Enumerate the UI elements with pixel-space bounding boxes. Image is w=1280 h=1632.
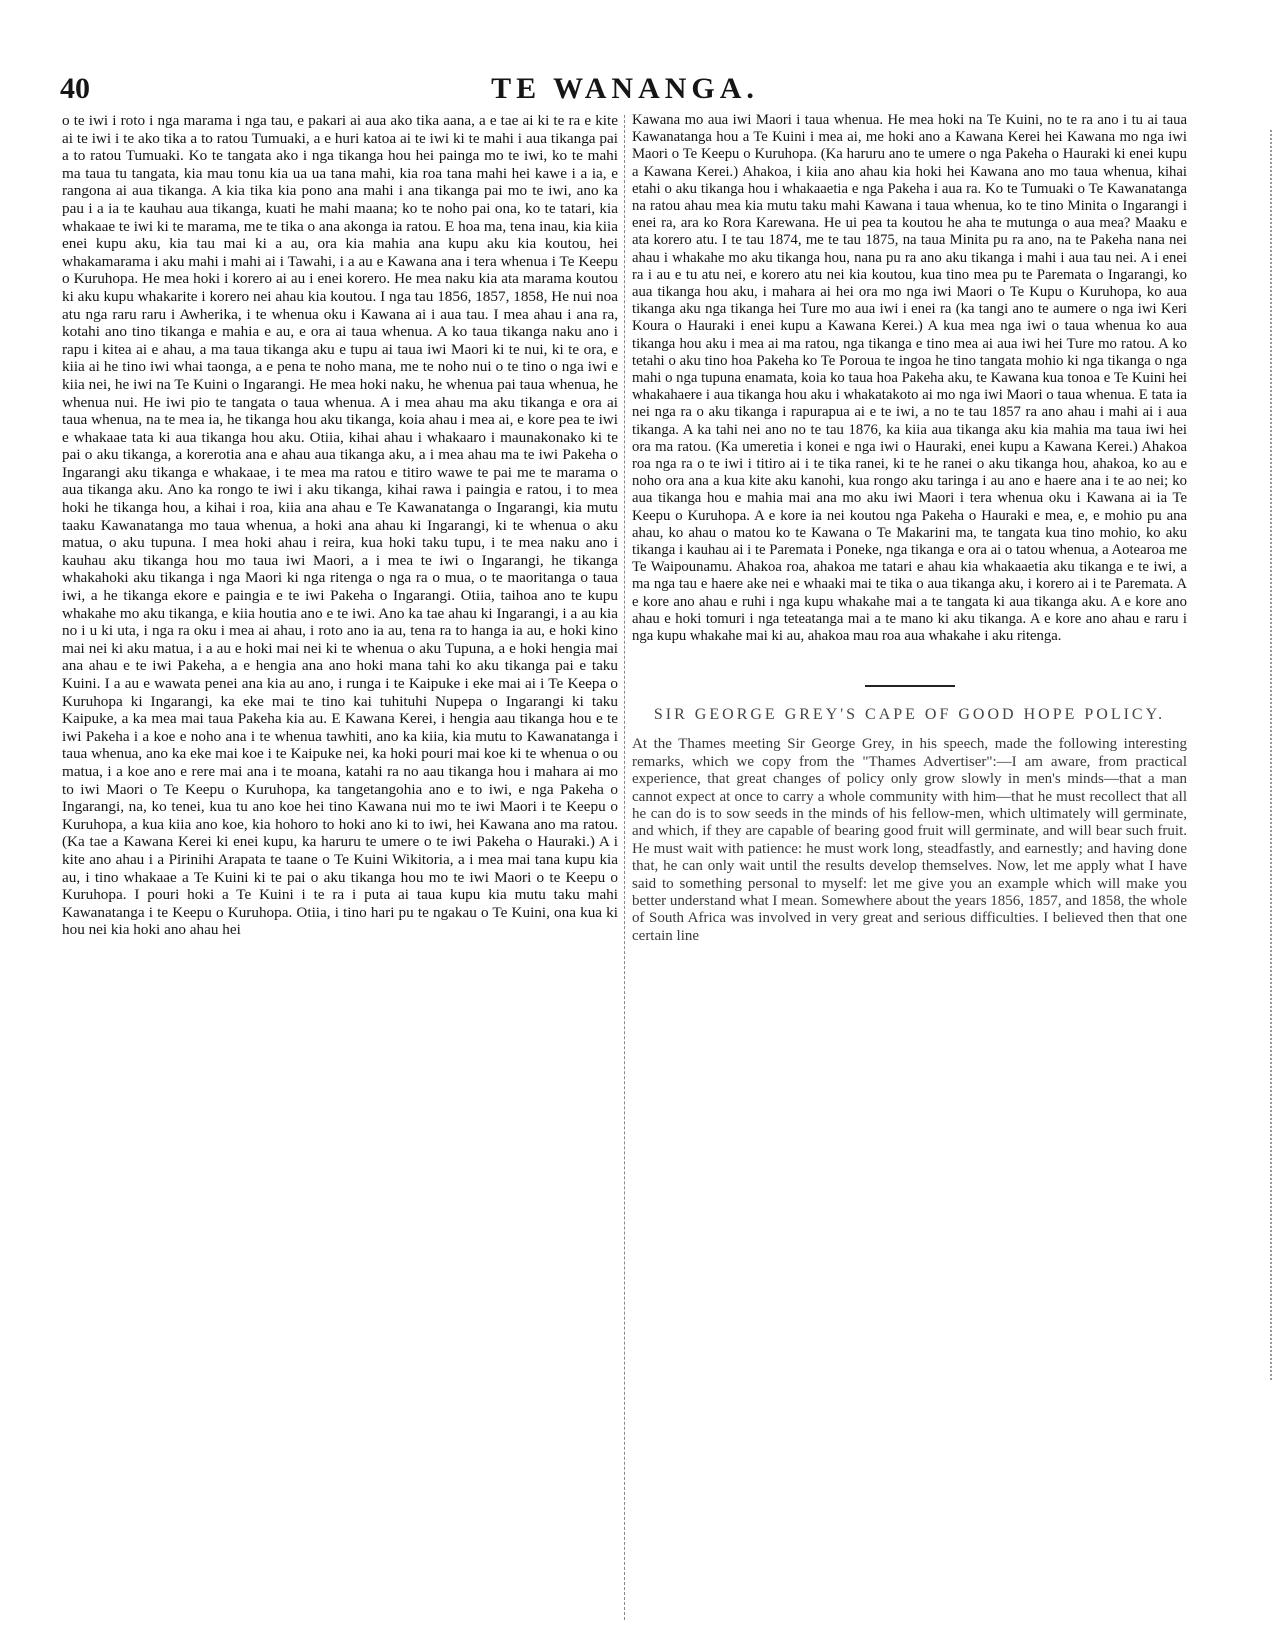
page-header: [60, 70, 1190, 110]
column-divider: [624, 115, 625, 1620]
right-column: [632, 112, 1187, 1622]
page-number: 40: [60, 72, 90, 105]
article-heading: SIR GEORGE GREY'S CAPE OF GOOD HOPE POLICY.: [653, 706, 1166, 724]
journal-title: TE WANANGA.: [491, 72, 759, 105]
page-edge-mark: [1267, 130, 1272, 1380]
right-column-text: Kawana mo aua iwi Maori i taua whenua. He mea hoki na Te Kuini, no te ra ano i tu ai taua Kawanatanga hou a Te Kuini i mea ai, me hoki ano a Kawana Kerei hei Kawana mo nga iwi Maori o Te Keepu o Kuruhopa. (Ka haruru ano te umere o nga Pakeha o Hauraki ki enei kupu a Kawana Kerei.) Ahakoa, i kiia ano ahau kia hoki hei Kawana ano mo taua whenua, kihai etahi o aku tikanga hou i whakaaetia e nga Pakeha i aua ra. Ko te Tumuaki o Te Kawanatanga na ratou ahau mea kia mutu taku mahi Kawana i taua whenua, ko te tino Minita o Ingarangi i enei ra, ara ko Rora Karewana. He ui pea ta koutou he aha te mutunga o aua mea? Maaku e ata korero atu. I te tau 1874, me te tau 1875, na taua Minita pu ra ano, na te Pakeha nana nei ahau i whakahe mo aku tikanga hou, nana pu ra ano aku tikanga i mahi i aua tau nei. A i enei ra i au e tu atu nei, e korero atu nei kia koutou, kua tino mea pu te Paremata o Ingarangi, ko aua tikanga hou aku, i mahara ai hei ora mo nga iwi Maori o Te Kupu o Kuruhopa, ko aua tikanga aku nga tikanga hei Ture mo aua iwi i enei ra (ka tangi ano te aumere o nga iwi Keri Koura o Hauraki i enei kupu a Kawana Kerei.) A kua mea nga iwi o taua whenua ko aua tikanga hou aku i mea ai ma ratou, nga tikanga e tino mea ai aua iwi hei Ture mo ratou. A ko tetahi o aku tino hoa Pakeha ko Te Poroua te ingoa he tino tangata mohio ki nga tikanga o nga mahi o nga tupuna enamata, koia ko taua hoa Pakeha aku, te Kawana kua tonoa e Te Kuini hei whakahaere i aua tikanga hou aku i whakatakoto ai mo nga iwi Maori o taua whenua. E tata ia nei nga ra o aku tikanga i rapurapua ai e te iwi, a no te tau 1857 ra ano ahau i mahi ai i aua tikanga. A ka tahi nei ano no te tau 1876, ka kiia aua tikanga aku kia mahia ma taua iwi hei ora ma ratou. (Ka umeretia i konei e nga iwi o Hauraki, enei kupu a Kawana Kerei.) Ahakoa roa nga ra o te iwi i titiro ai i te tika ranei, ki te he ranei o aku tikanga hou, ahakoa, ko au e noho ora ana a kua kite aku kanohi, kua rongo aku taringa i au ano e haere ana i te ao nei; ko aua tikanga hou e mahia mai ana mo aku iwi Maori i tera whenua oku i Kawana ai ia Te Keepu o Kuruhopa. A e kore ia nei koutou nga Pakeha o Hauraki e mea, e, e mohio pu ana ahau, ko ahau o matou ko te Kawana o Te Makarini ma, te tangata kua tino mohio, ko aku tikanga i kauhau ai i te Paremata i Poneke, nga tikanga e ora ai o tatou whenua, a Aotearoa me Te Waipounamu. Ahakoa roa, ahakoa me tatari e ahau kia whakaaetia aku tikanga e te iwi, a ma nga tau e haere ake nei e whaaki mai te tika o aua tikanga aku, i korero ai i te Paremata. A e kore ano ahau e ruhi i nga kupu whakahe mai a te tangata ki aua tikanga aku. A e kore ano ahau e hoki tomuri i nga teteatanga mai a te mano ki aku tikanga. A e kore ano ahau e raru i nga kupu whakahe mai ki au, ahakoa mau roa aua whakahe i aku ritenga.: [632, 112, 1187, 645]
left-column: [62, 112, 618, 1622]
article-body: At the Thames meeting Sir George Grey, in his speech, made the following interesting remarks, which we copy from the "Thames Advertiser":—I am aware, from practical experience, that great changes of policy only grow slowly in men's minds—that a man cannot expect at once to carry a whole community with him—that he must recollect that all he can do is to sow seeds in the minds of his fellow-men, which ultimately will germinate, and which, if they are capable of bearing good fruit will germinate, and will bear such fruit. He must wait with patience: he must work long, steadfastly, and earnestly; and having done that, he can only wait until the results develop themselves. Now, let me apply what I have said to something personal to myself: let me give you an example which will make you better understand what I mean. Somewhere about the years 1856, 1857, and 1858, the whole of South Africa was involved in very great and serious difficulties. I believed then that one certain line: [632, 736, 1187, 944]
left-column-text: o te iwi i roto i nga marama i nga tau, e pakari ai aua ako tika aana, a e tae ai ki te ra e kite ai te iwi i te ako tika a to ratou Tumuaki, a e huri katoa ai te iwi ki te mahi i aua tikanga pai a to ratou Tumuaki. Ko te tangata ako i nga tikanga hou hei painga mo te iwi, ko te mahi ma taua tu tangata, kia mau tonu kia ua ua tana mahi, kia roa tana mahi hei kawe i a ia, e rangona ai aua tikanga. A kia tika kia pono ana mahi i ana tikanga pai mo te iwi, ano ka pau i a ia te kauhau aua tikanga, kuati he mahi maana; ko te noho pai ona, ko te tatari, kia whakaae te iwi ki te marama, me te tika o ana akonga ia ratou. E hoa ma, tena inau, kia kiia enei kupu aku, kia tau mai ki a au, ora kia mahia ana kupu aku kia koutou, hei whakamarama i aku mahi i mahi ai i Tawahi, i a au e Kawana ana i tera whenua i Te Keepu o Kuruhopa. He mea hoki i korero ai au i enei korero. He mea naku kia ata marama koutou ki aku kupu whakarite i korero nei ahau kia koutou. I nga tau 1856, 1857, 1858, He nui noa atu nga raru raru i Awherika, i te whenua oku i Kawana ai i aua tau. I mea ahau i ana ra, kotahi ano tino tikanga e mahia e au, e ora ai taua whenua. A ko taua tikanga naku ano i rapu i kitea ai e ahau, a ma taua tikanga aku e tupu ai taua iwi Maori ki te nui, ki te ora, e kiia ai he tino iwi whai taonga, a e pena te noho mana, me te noho nui o te tino o nga iwi e kiia nei, he iwi na Te Kuini o Ingarangi. He mea hoki naku, he whenua pai taua whenua, he whenua nui. He iwi pio te tangata o taua whenua. A i mea ahau ma aku tikanga e ora ai taua whenua, na te mea ia, he tikanga hou aku tikanga, koia ahau i mea ai, e kore pea te iwi e whakaae tata ki aua tikanga hou aku. Otiia, kihai ahau i whakaaro i maunakonako ki te pai o aku tikanga, a korerotia ana e ahau aua tikanga aku, a i mea ahau ma te iwi Pakeha o Ingarangi aku tikanga e whakaae, i te mea ma ratou e titiro wawe te pai me te marama o aua tikanga aku. Ano ka rongo te iwi i aku tikanga, kihai rawa i paingia e ratou, i to mea hoki he tikanga hou, a kihai i roa, kiia ana ahau e Te Kawanatanga o Ingarangi, kia mutu taaku Kawanatanga mo taua whenua, a hoki ana ahau ki Ingarangi, ki te whenua o aku matua, o aku tupuna. I mea hoki ahau i reira, kua hoki taku tupu, i te mea naku ano i kauhau aku tikanga hou mo taua iwi Maori, a i mea te iwi o Ingarangi, he tikanga whakahoki aku tikanga i nga Maori ki nga ritenga o nga ra o mua, o te maoritanga o taua iwi, a he tikanga ekore e paingia e te iwi Pakeha o Ingarangi. Otiia, taihoa ano te kupu whakahe mo aku tikanga, e kiia houtia ano e te iwi. Ano ka tae ahau ki Ingarangi, i a au kia no i u ki uta, i nga ra oku i mea ai ahau, i roto ano ia au, tena ra to hanga ia au, e hoki kino mai nei ki aku matua, i a au e hoki mai nei ki te whenua o aku Tupuna, a e hoki hengia mai ana ahau e te iwi Pakeha, a e hengia ana ano hoki mana tahi ko aku tikanga pai e taku Kuini. I a au e wawata penei ana kia au ano, i runga i te Kaipuke i eke mai ai i Te Keepa o Kuruhopa ki Ingarangi, ka eke mai te tino kai tuhituhi Nupepa o Ingarangi ki taku Kaipuke, a ka mea mai taua Pakeha kia au. E Kawana Kerei, i hengia aau tikanga hou e te iwi Pakeha i a koe e noho ana i te whenua tawhiti, ano ka kiia, kia mutu to Kawanatanga i taua whenua, ano ka eke mai koe i te Kaipuke nei, ka hoki pouri mai koe ki te whenua o ou matua, i a koe ano e rere mai ana i te moana, katahi ra no aau tikanga hou i mahara ai mo to iwi Maori o Te Keepu o Kuruhopa, ka tangetangohia ano e to iwi, e nga Pakeha o Ingarangi, na, ko tenei, kua tu ano koe hei tino Kawana nui mo te iwi Maori i te Keepu o Kuruhopa, a kua kiia ano koe, kia hohoro to hoki ano ki to iwi, hei Kawana ano ma ratou. (Ka tae a Kawana Kerei ki enei kupu, ka haruru te umere o te iwi Pakeha o Hauraki.) A i kite ano ahau i a Pirinihi Arapata te taane o Te Kuini Wikitoria, a i mea mai tana kupu kia au, i tino whakaae a Te Kuini ki te pai o aku tikanga hou mo te iwi Maori o te Keepu o Kuruhopa. I pouri hoki a Te Kuini i te ra i puta ai taua kupu kia mutu taku mahi Kawanatanga i te Keepu o Kuruhopa. Otiia, i tino hari pu te ngakau o Te Kuini, ona kua ki hou nei kia hoki ano ahau hei: [62, 112, 618, 939]
section-rule: [865, 685, 955, 687]
